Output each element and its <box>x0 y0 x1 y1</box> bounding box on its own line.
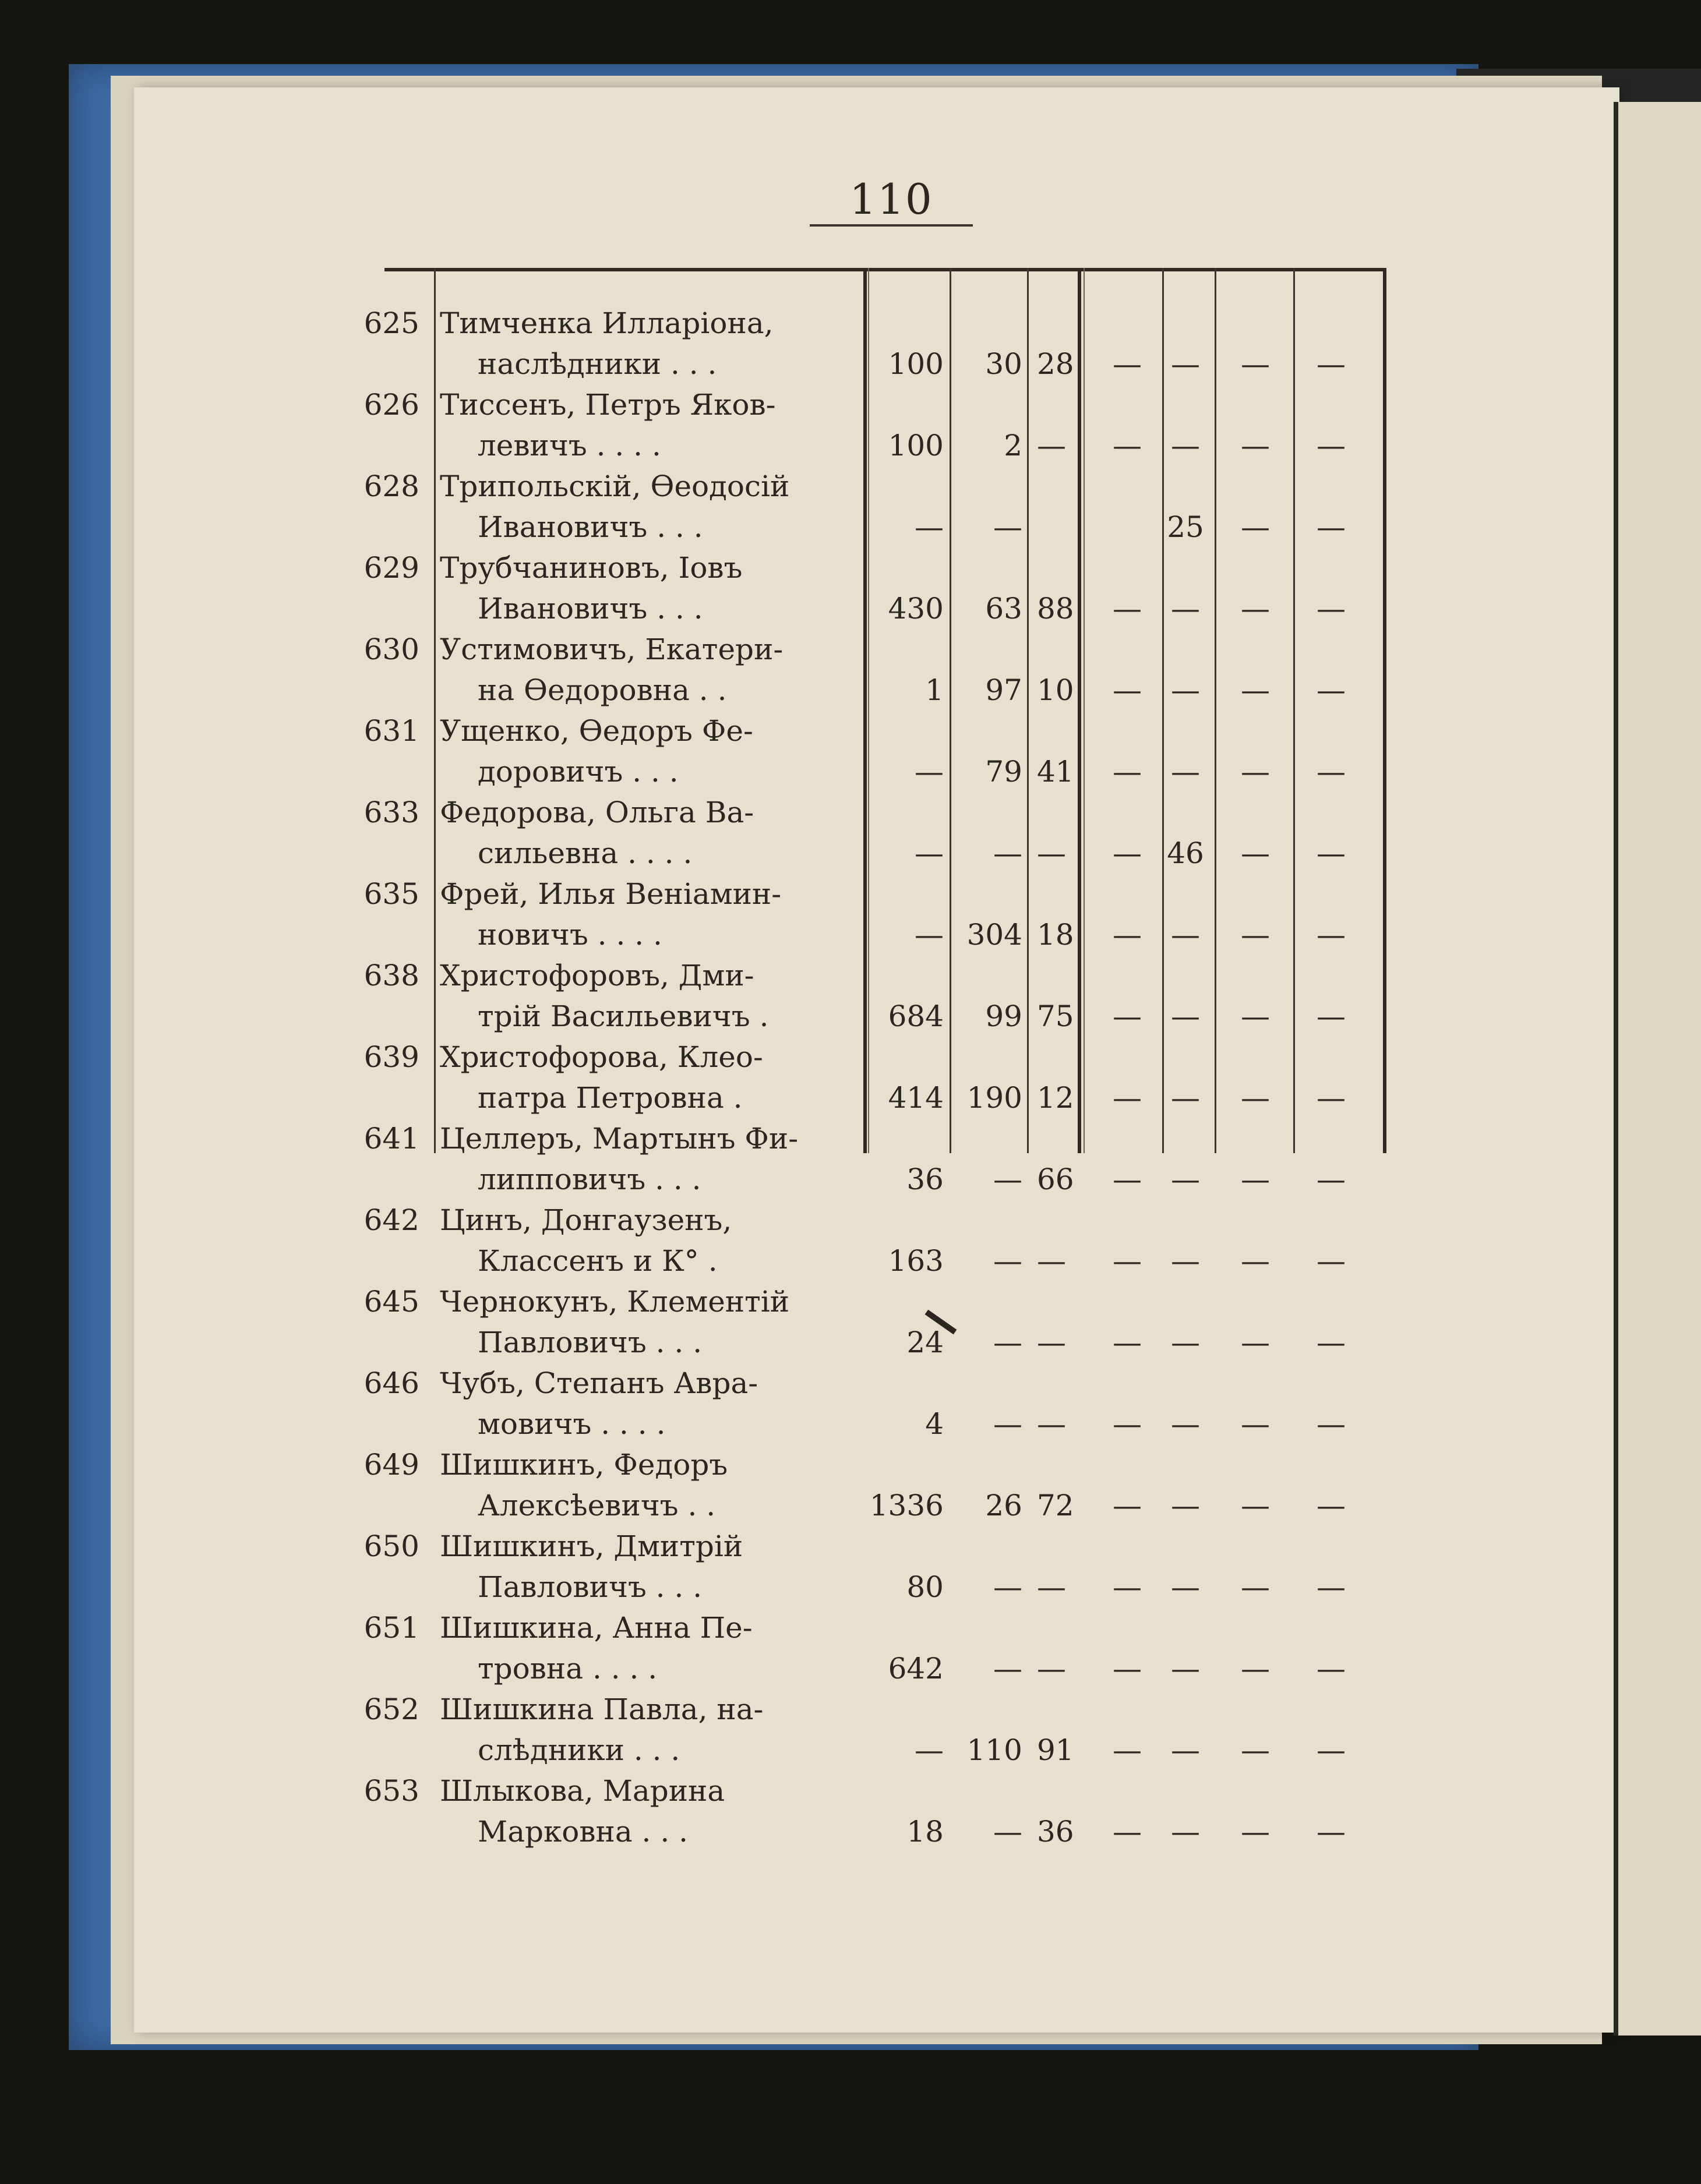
value-c5: — <box>1171 755 1200 789</box>
entry-name-line-1: Фрей, Илья Веніамин- <box>440 877 782 911</box>
entry-name-line-1: Христофорова, Клео- <box>440 1040 763 1074</box>
table-row <box>364 384 1386 466</box>
value-c3: — <box>1037 1244 1066 1278</box>
value-c4: — <box>1113 1326 1142 1359</box>
value-c7: — <box>1317 1815 1346 1849</box>
value-c5: — <box>1171 673 1200 707</box>
table-row <box>364 1281 1386 1363</box>
value-c6: — <box>1241 673 1270 707</box>
value-c1: 430 <box>888 592 944 625</box>
value-c1: 36 <box>906 1162 944 1196</box>
value-c7: — <box>1317 429 1346 462</box>
value-c1: — <box>915 755 944 789</box>
value-c6: — <box>1241 429 1270 462</box>
value-c3: — <box>1037 1652 1066 1685</box>
value-c4: — <box>1113 1407 1142 1441</box>
value-c3: 66 <box>1037 1162 1074 1196</box>
value-c2: 2 <box>1004 429 1022 462</box>
value-c4: — <box>1113 429 1142 462</box>
value-c5: — <box>1171 1326 1200 1359</box>
value-c6: — <box>1241 1244 1270 1278</box>
entry-number: 645 <box>364 1285 419 1319</box>
value-c3: 72 <box>1037 1489 1074 1522</box>
value-c2: 30 <box>985 347 1022 381</box>
entry-name-line-1: Шишкинъ, Федоръ <box>440 1448 728 1482</box>
entry-name <box>440 1444 778 1526</box>
entry-name <box>440 955 778 1037</box>
value-c6: — <box>1241 918 1270 952</box>
entry-name-line-2: на Ѳедоровна . . <box>478 673 727 707</box>
entry-name-line-2: доровичъ . . . <box>478 755 679 789</box>
value-c1: — <box>915 918 944 952</box>
entry-name-line-2: Ивановичъ . . . <box>478 510 703 544</box>
value-c5: — <box>1171 999 1200 1033</box>
entry-name-line-1: Чернокунъ, Клементій <box>440 1285 790 1319</box>
entry-name-line-1: Цинъ, Донгаузенъ, <box>440 1203 732 1237</box>
value-c7: — <box>1317 592 1346 625</box>
entry-name-line-1: Христофоровъ, Дми- <box>440 959 754 992</box>
value-c6: — <box>1241 510 1270 544</box>
entry-name-line-1: Устимовичъ, Екатери- <box>440 632 784 666</box>
facing-page-edge <box>1614 102 1701 2035</box>
value-c3: 88 <box>1037 592 1074 625</box>
value-c6: — <box>1241 1326 1270 1359</box>
table-row <box>364 711 1386 792</box>
value-c3: 10 <box>1037 673 1074 707</box>
value-c3: — <box>1037 429 1066 462</box>
value-c7: — <box>1317 347 1346 381</box>
value-c2: 26 <box>985 1489 1022 1522</box>
value-c2: — <box>993 1815 1022 1849</box>
entry-name <box>440 1200 778 1281</box>
value-c7: — <box>1317 836 1346 870</box>
entry-number: 635 <box>364 877 419 911</box>
value-c2: — <box>993 1570 1022 1604</box>
entry-name-line-2: патра Петровна . <box>478 1081 743 1115</box>
value-c4: — <box>1113 592 1142 625</box>
value-c6: — <box>1241 1733 1270 1767</box>
entry-name <box>440 1281 790 1363</box>
value-c5: — <box>1171 1733 1200 1767</box>
table-row <box>364 874 1386 955</box>
value-c4: — <box>1113 1489 1142 1522</box>
entry-name-line-2: трій Васильевичъ . <box>478 999 769 1033</box>
value-c6: — <box>1241 1815 1270 1849</box>
value-c4: — <box>1113 347 1142 381</box>
register-table <box>364 268 1386 1849</box>
value-c1: 684 <box>888 999 944 1033</box>
entry-name-line-1: Чубъ, Степанъ Авра- <box>440 1366 758 1400</box>
value-c6: — <box>1241 1489 1270 1522</box>
value-c6: — <box>1241 1652 1270 1685</box>
entry-name <box>440 711 778 792</box>
table-row <box>364 466 1386 547</box>
value-c4 <box>1098 507 1156 547</box>
value-c1: — <box>915 1733 944 1767</box>
entry-name-line-1: Шишкина, Анна Пе- <box>440 1611 753 1645</box>
entry-name <box>440 874 782 955</box>
table-row <box>364 792 1386 874</box>
entry-name <box>440 384 778 466</box>
value-c7: — <box>1317 1733 1346 1767</box>
entry-name <box>440 547 778 629</box>
value-c3 <box>1031 507 1084 547</box>
entry-name-line-1: Трипольскій, Ѳеодосій <box>440 469 790 503</box>
value-c6: — <box>1241 999 1270 1033</box>
value-c7: — <box>1317 755 1346 789</box>
value-c2: 190 <box>966 1081 1022 1115</box>
value-c3: — <box>1037 836 1066 870</box>
entry-number: 626 <box>364 388 419 422</box>
value-c2: 79 <box>985 755 1022 789</box>
value-c7: — <box>1317 999 1346 1033</box>
value-c6: — <box>1241 836 1270 870</box>
value-c3: 36 <box>1037 1815 1074 1849</box>
value-c7: — <box>1317 1489 1346 1522</box>
entry-name <box>440 1770 778 1852</box>
entry-name <box>440 1607 778 1689</box>
entry-number: 646 <box>364 1366 419 1400</box>
value-c2: — <box>993 1652 1022 1685</box>
value-c1: 80 <box>906 1570 944 1604</box>
entry-number: 631 <box>364 714 419 748</box>
entry-number: 633 <box>364 796 419 829</box>
value-c5: — <box>1171 429 1200 462</box>
value-c1: 1 <box>925 673 944 707</box>
value-c7: — <box>1317 1162 1346 1196</box>
entry-number: 629 <box>364 551 419 585</box>
value-c5: — <box>1171 1815 1200 1849</box>
entry-name-line-2: слѣдники . . . <box>478 1733 680 1767</box>
value-c5: — <box>1171 347 1200 381</box>
value-c7: — <box>1317 1407 1346 1441</box>
value-c2: 63 <box>985 592 1022 625</box>
value-c2: — <box>993 510 1022 544</box>
entry-name-line-2: новичъ . . . . <box>478 918 662 952</box>
value-c4: — <box>1113 1570 1142 1604</box>
value-c5: — <box>1171 592 1200 625</box>
value-c4: — <box>1113 1652 1142 1685</box>
value-c1: 163 <box>888 1244 944 1278</box>
value-c7: — <box>1317 918 1346 952</box>
value-c4: — <box>1113 673 1142 707</box>
entry-name-line-2: левичъ . . . . <box>478 429 661 462</box>
table-top-rule <box>384 268 1386 271</box>
value-c7: — <box>1317 1652 1346 1685</box>
entry-name-line-1: Трубчаниновъ, Іовъ <box>440 551 743 585</box>
value-c4: — <box>1113 1815 1142 1849</box>
value-c7: — <box>1317 1081 1346 1115</box>
value-c5: — <box>1171 1652 1200 1685</box>
value-c6: — <box>1241 1162 1270 1196</box>
value-c5: — <box>1171 1407 1200 1441</box>
value-c3: 18 <box>1037 918 1074 952</box>
table-row <box>364 1444 1386 1526</box>
value-c4: — <box>1113 1081 1142 1115</box>
entry-name-line-1: Федорова, Ольга Ва- <box>440 796 754 829</box>
entry-name <box>440 1526 778 1607</box>
value-c1: 414 <box>888 1081 944 1115</box>
page-number-rule <box>810 224 973 227</box>
entry-number: 652 <box>364 1692 419 1726</box>
entry-name-line-1: Целлеръ, Мартынъ Фи- <box>440 1122 799 1155</box>
entry-name-line-2: Павловичъ . . . <box>478 1326 703 1359</box>
value-c4: — <box>1113 999 1142 1033</box>
entry-name-line-2: Ивановичъ . . . <box>478 592 703 625</box>
value-c5: 25 <box>1167 510 1204 544</box>
value-c2: — <box>993 1407 1022 1441</box>
value-c4: — <box>1113 836 1142 870</box>
table-row <box>364 1526 1386 1607</box>
value-c2: 97 <box>985 673 1022 707</box>
entry-name <box>440 1363 778 1444</box>
value-c6: — <box>1241 755 1270 789</box>
entry-name-line-1: Ущенко, Ѳедоръ Фе- <box>440 714 753 748</box>
entry-number: 642 <box>364 1203 419 1237</box>
table-row <box>364 547 1386 629</box>
value-c6: — <box>1241 592 1270 625</box>
value-c1: — <box>915 836 944 870</box>
value-c2: 99 <box>985 999 1022 1033</box>
table-row <box>364 629 1386 711</box>
value-c6: — <box>1241 1081 1270 1115</box>
value-c3: 12 <box>1037 1081 1074 1115</box>
entry-name-line-2: наслѣдники . . . <box>478 347 717 381</box>
entry-name-line-2: Марковна . . . <box>478 1815 689 1849</box>
value-c2: — <box>993 836 1022 870</box>
value-c4: — <box>1113 1244 1142 1278</box>
entry-number: 650 <box>364 1529 419 1563</box>
entry-name <box>440 1037 778 1118</box>
value-c1: 100 <box>888 347 944 381</box>
value-c5: 46 <box>1167 836 1204 870</box>
value-c7: — <box>1317 510 1346 544</box>
value-c3: — <box>1037 1570 1066 1604</box>
value-c2: — <box>993 1162 1022 1196</box>
value-c7: — <box>1317 1570 1346 1604</box>
value-c2: — <box>993 1326 1022 1359</box>
table-row <box>364 1200 1386 1281</box>
value-c1: 1336 <box>869 1489 944 1522</box>
value-c4: — <box>1113 755 1142 789</box>
value-c2: 110 <box>966 1733 1022 1767</box>
value-c5: — <box>1171 1162 1200 1196</box>
table-row <box>364 303 1386 384</box>
value-c5: — <box>1171 918 1200 952</box>
value-c3: 28 <box>1037 347 1074 381</box>
table-row <box>364 1363 1386 1444</box>
entry-name <box>440 1118 799 1200</box>
entry-name-line-2: сильевна . . . . <box>478 836 693 870</box>
value-c2: 304 <box>966 918 1022 952</box>
table-row <box>364 1770 1386 1852</box>
entry-number: 625 <box>364 306 419 340</box>
value-c5: — <box>1171 1489 1200 1522</box>
entry-name <box>440 629 784 711</box>
value-c1: 100 <box>888 429 944 462</box>
entry-name-line-1: Тимченка Илларіона, <box>440 306 774 340</box>
table-row <box>364 1118 1386 1200</box>
value-c1: 24 <box>906 1326 944 1359</box>
value-c6: — <box>1241 1407 1270 1441</box>
value-c7: — <box>1317 1326 1346 1359</box>
entry-name-line-1: Шишкина Павла, на- <box>440 1692 764 1726</box>
value-c6: — <box>1241 1570 1270 1604</box>
value-c3: 75 <box>1037 999 1074 1033</box>
entry-name-line-2: мовичъ . . . . <box>478 1407 666 1441</box>
entry-name-line-1: Шишкинъ, Дмитрій <box>440 1529 743 1563</box>
page-number: 110 <box>849 175 933 224</box>
value-c3: 91 <box>1037 1733 1074 1767</box>
value-c5: — <box>1171 1570 1200 1604</box>
value-c4: — <box>1113 1162 1142 1196</box>
entry-number: 653 <box>364 1774 419 1808</box>
entry-name-line-2: Классенъ и К° . <box>478 1244 718 1278</box>
value-c4: — <box>1113 1733 1142 1767</box>
value-c2: — <box>993 1244 1022 1278</box>
entry-name-line-2: тровна . . . . <box>478 1652 658 1685</box>
value-c5: — <box>1171 1081 1200 1115</box>
entry-name-line-1: Шлыкова, Марина <box>440 1774 725 1808</box>
entry-name <box>440 792 778 874</box>
table-row <box>364 1689 1386 1770</box>
value-c3: — <box>1037 1407 1066 1441</box>
value-c3: — <box>1037 1326 1066 1359</box>
table-row <box>364 1037 1386 1118</box>
entry-name <box>440 303 778 384</box>
value-c1: 18 <box>906 1815 944 1849</box>
value-c4: — <box>1113 918 1142 952</box>
value-c1: 4 <box>925 1407 944 1441</box>
entry-name <box>440 466 790 547</box>
entry-number: 639 <box>364 1040 419 1074</box>
entry-name-line-2: Павловичъ . . . <box>478 1570 703 1604</box>
entry-number: 638 <box>364 959 419 992</box>
entry-number: 651 <box>364 1611 419 1645</box>
entry-number: 628 <box>364 469 419 503</box>
entry-number: 649 <box>364 1448 419 1482</box>
table-row <box>364 955 1386 1037</box>
value-c7: — <box>1317 1244 1346 1278</box>
value-c7: — <box>1317 673 1346 707</box>
entry-name-line-2: липповичъ . . . <box>478 1162 701 1196</box>
value-c1: — <box>915 510 944 544</box>
value-c3: 41 <box>1037 755 1074 789</box>
entry-number: 641 <box>364 1122 419 1155</box>
value-c6: — <box>1241 347 1270 381</box>
entry-name <box>440 1689 778 1770</box>
table-row <box>364 1607 1386 1689</box>
entry-name-line-2: Алексѣевичъ . . <box>478 1489 716 1522</box>
entry-name-line-1: Тиссенъ, Петръ Яков- <box>440 388 776 422</box>
entry-number: 630 <box>364 632 419 666</box>
value-c5: — <box>1171 1244 1200 1278</box>
value-c1: 642 <box>888 1652 944 1685</box>
